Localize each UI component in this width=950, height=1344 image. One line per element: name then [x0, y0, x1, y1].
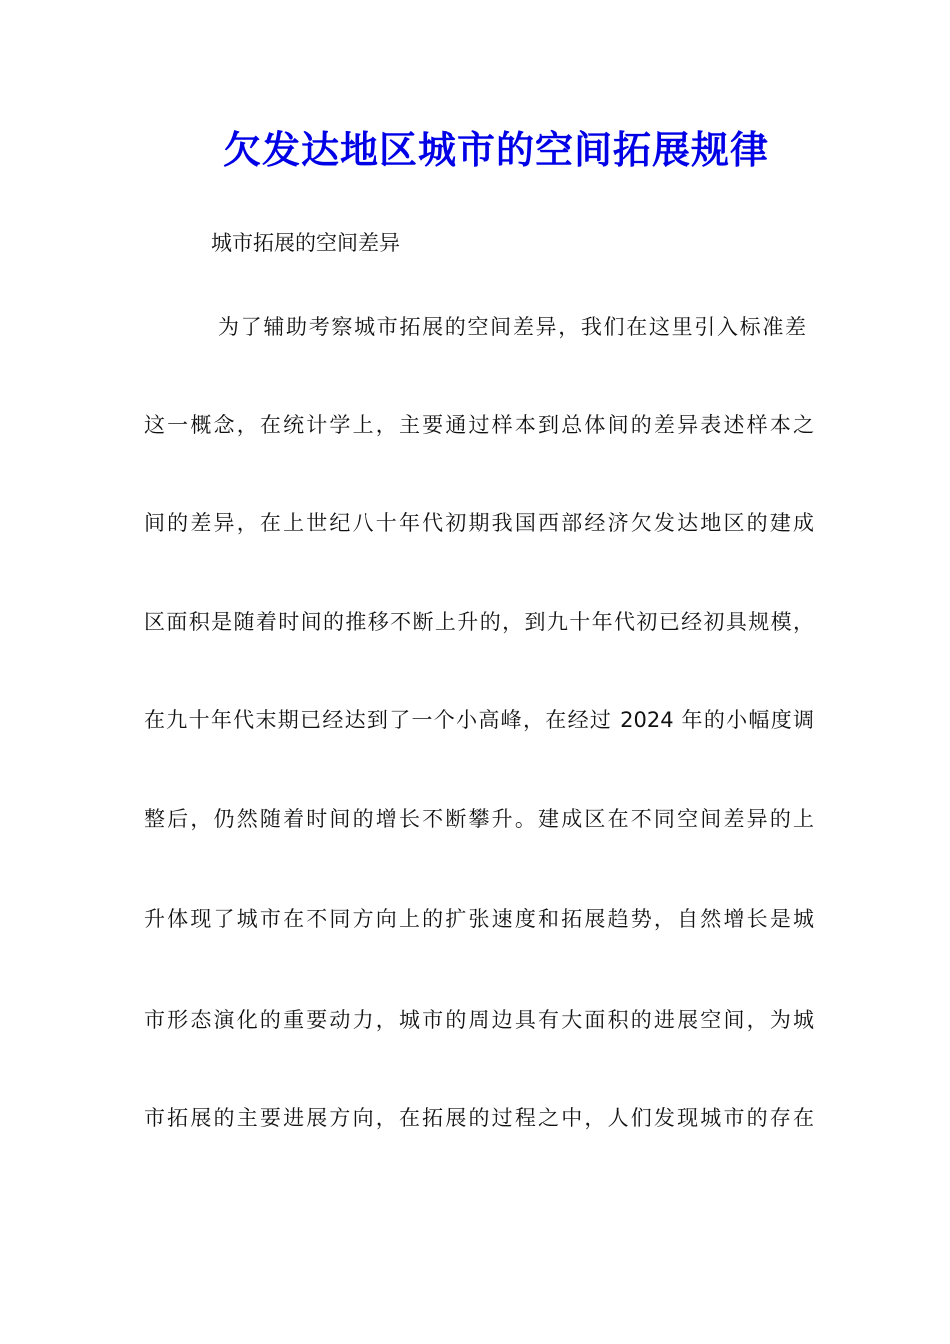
paragraph-line-7: 升体现了城市在不同方向上的扩张速度和拓展趋势，自然增长是城: [144, 907, 814, 931]
paragraph-line-6: 整后，仍然随着时间的增长不断攀升。建成区在不同空间差异的上: [144, 807, 814, 831]
section-subheading: 城市拓展的空间差异: [211, 231, 400, 255]
paragraph-line-3: 间的差异，在上世纪八十年代初期我国西部经济欠发达地区的建成: [144, 511, 814, 535]
paragraph-line-9: 市拓展的主要进展方向，在拓展的过程之中，人们发现城市的存在: [144, 1106, 814, 1130]
page-title: 欠发达地区城市的空间拓展规律: [222, 127, 769, 172]
paragraph-line-1: 为了辅助考察城市拓展的空间差异，我们在这里引入标准差: [218, 315, 806, 339]
paragraph-line-4: 区面积是随着时间的推移不断上升的，到九十年代初已经初具规模，: [144, 610, 814, 634]
paragraph-line-5: 在九十年代末期已经达到了一个小高峰，在经过 2024 年的小幅度调: [144, 708, 814, 732]
paragraph-line-8: 市形态演化的重要动力，城市的周边具有大面积的进展空间，为城: [144, 1008, 814, 1032]
paragraph-line-2: 这一概念，在统计学上，主要通过样本到总体间的差异表述样本之: [144, 413, 814, 437]
